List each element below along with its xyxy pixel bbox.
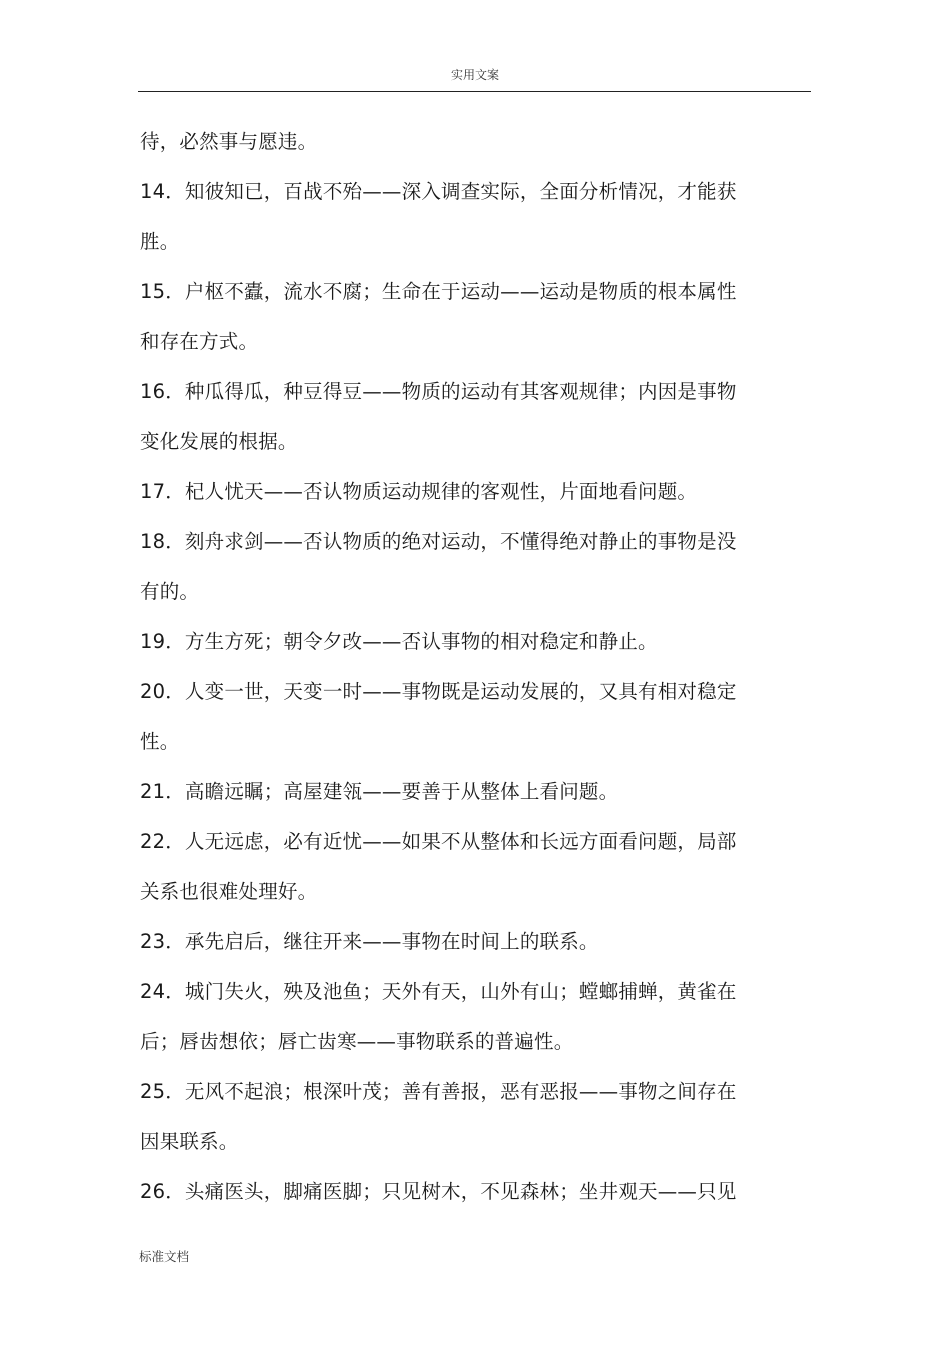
text-line: 有的。 — [140, 580, 200, 603]
text-line: 和存在方式。 — [140, 330, 259, 353]
text-line: 性。 — [140, 730, 180, 753]
text-line: 关系也很难处理好。 — [140, 880, 318, 903]
text-line: 20．人变一世，天变一时——事物既是运动发展的，又具有相对稳定 — [140, 680, 737, 703]
text-line: 25．无风不起浪；根深叶茂；善有善报，恶有恶报——事物之间存在 — [140, 1080, 737, 1103]
text-line: 21．高瞻远瞩；高屋建瓴——要善于从整体上看问题。 — [140, 780, 619, 803]
text-line: 15．户枢不蠹，流水不腐；生命在于运动——运动是物质的根本属性 — [140, 280, 737, 303]
page-header-title: 实用文案 — [450, 68, 499, 82]
header-divider — [138, 91, 811, 92]
text-line: 26．头痛医头，脚痛医脚；只见树木，不见森林；坐井观天——只见 — [140, 1180, 737, 1203]
text-line: 胜。 — [140, 230, 180, 253]
text-line: 后；唇齿想依；唇亡齿寒——事物联系的普遍性。 — [140, 1030, 574, 1053]
text-line: 22．人无远虑，必有近忧——如果不从整体和长远方面看问题，局部 — [140, 830, 737, 853]
text-line: 23．承先启后，继往开来——事物在时间上的联系。 — [140, 930, 599, 953]
text-line: 待，必然事与愿违。 — [140, 130, 318, 153]
text-line: 16．种瓜得瓜，种豆得豆——物质的运动有其客观规律；内因是事物 — [140, 380, 737, 403]
page-footer-label: 标准文档 — [139, 1249, 190, 1264]
text-line: 17．杞人忧天——否认物质运动规律的客观性，片面地看问题。 — [140, 480, 698, 503]
text-line: 因果联系。 — [140, 1130, 239, 1153]
text-line: 14．知彼知已，百战不殆——深入调查实际，全面分析情况，才能获 — [140, 180, 737, 203]
text-line: 18．刻舟求剑——否认物质的绝对运动，不懂得绝对静止的事物是没 — [140, 530, 737, 553]
text-line: 变化发展的根据。 — [140, 430, 298, 453]
text-line: 19．方生方死；朝令夕改——否认事物的相对稳定和静止。 — [140, 630, 658, 653]
text-line: 24．城门失火，殃及池鱼；天外有天，山外有山；螳螂捕蝉，黄雀在 — [140, 980, 737, 1003]
